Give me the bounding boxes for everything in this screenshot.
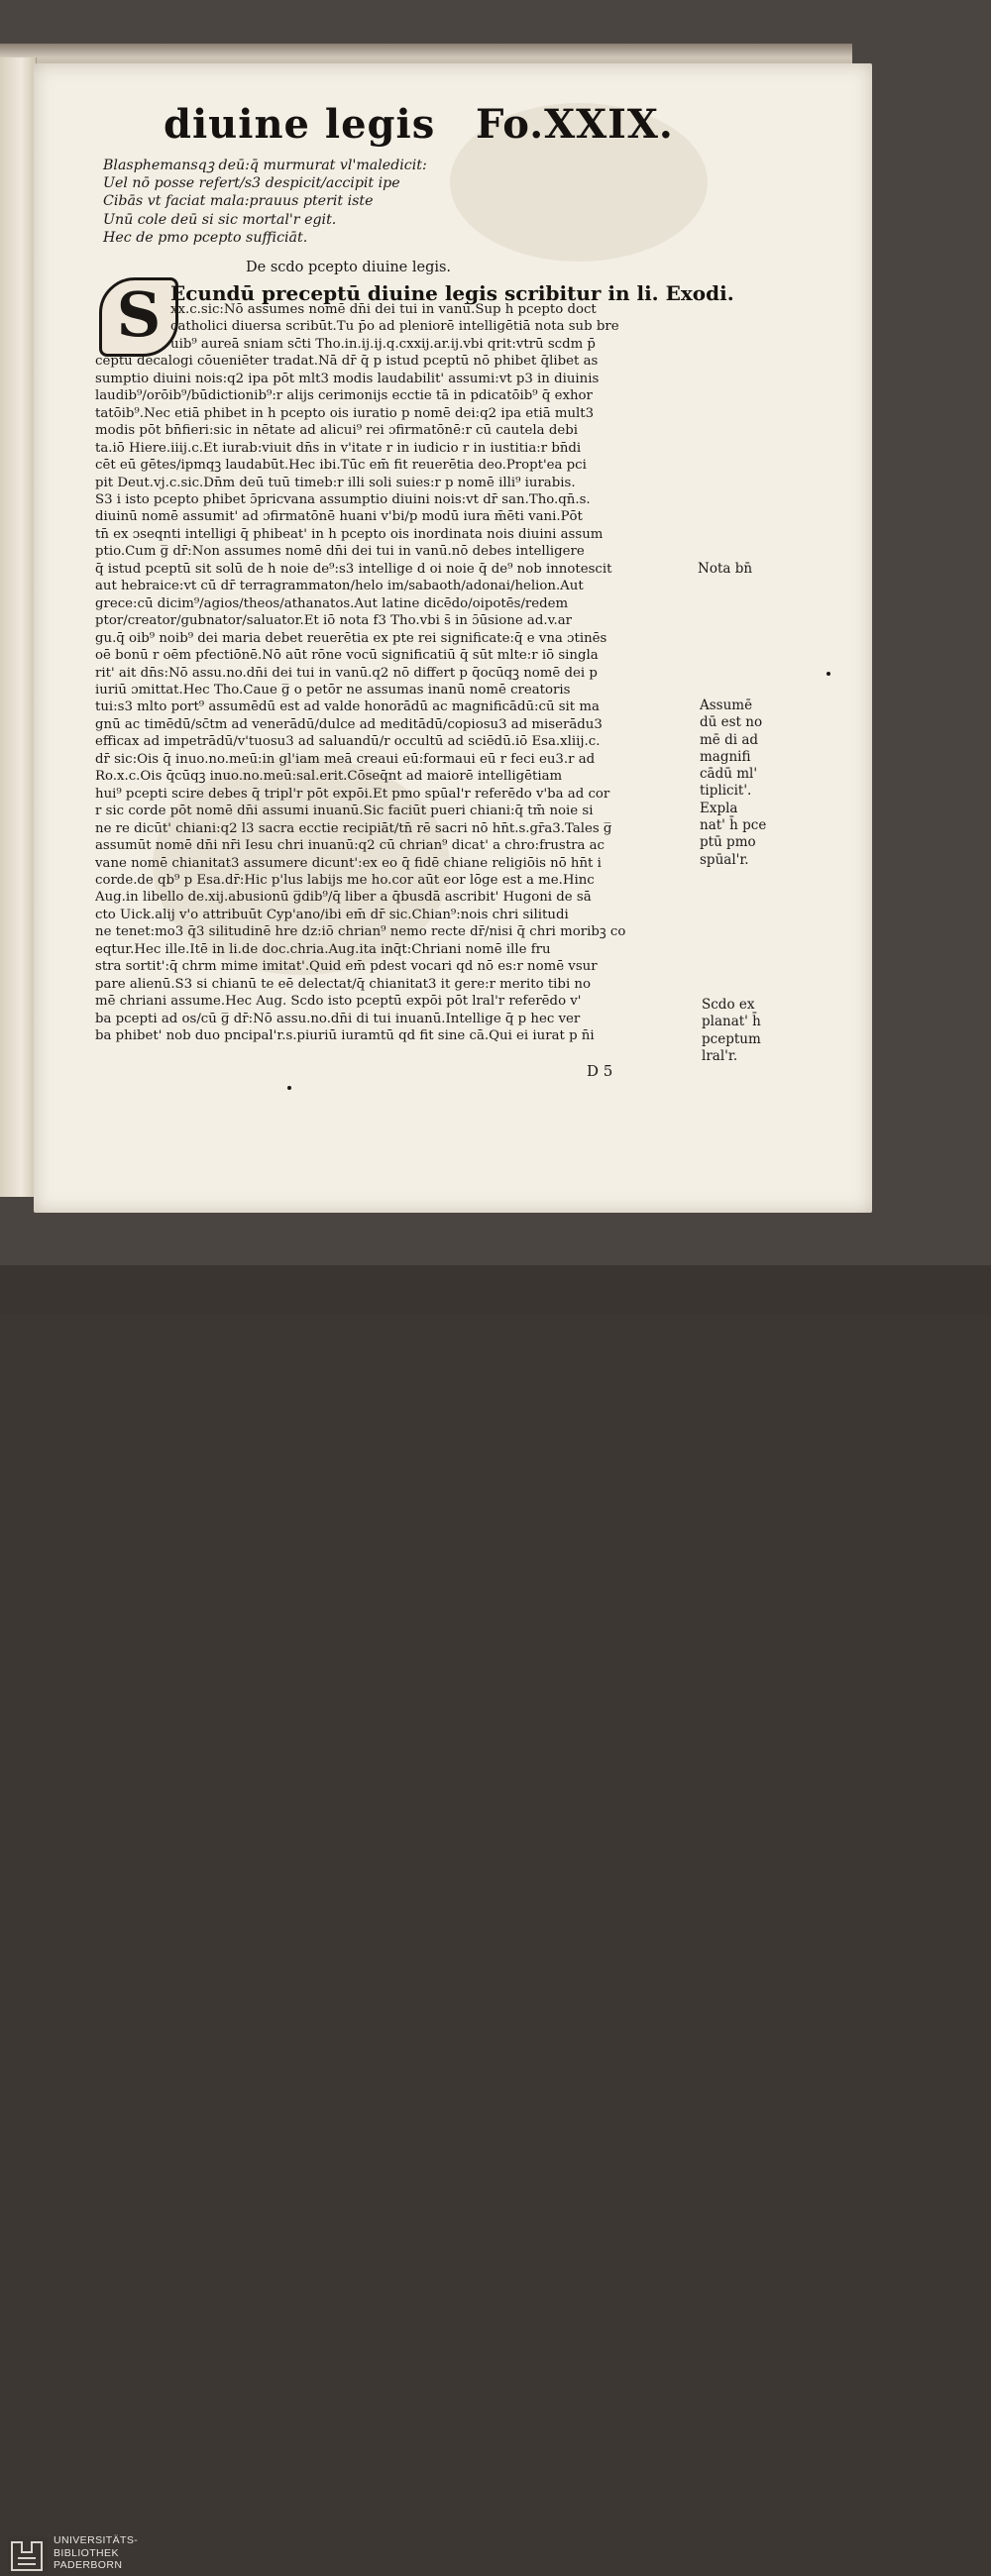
ink-speck bbox=[826, 672, 830, 676]
text-line: ta.iō Hiere.iiij.c.Et iurab:viuit dn̄s in v'itate r in iudicio r in iustitia:r bn̄di bbox=[95, 440, 582, 456]
library-footer bbox=[0, 1265, 991, 2571]
verse-block bbox=[103, 157, 427, 247]
text-line: ptor/creator/gubnator/saluator.Et iō nota f3 Tho.vbi s̄ in ɔ̄ūsione ad.v.ar bbox=[95, 613, 573, 629]
margin-note-line: mē di ad bbox=[700, 731, 759, 748]
text-line: dr̄ sic:Ois q̄ inuo.no.meū:in gl'iam meā creaui eū:formaui eū r feci eu3.r ad bbox=[95, 751, 596, 767]
verse-line: Cibās vt faciat mala:prauus pterit iste bbox=[103, 193, 374, 210]
text-line: pare alienū.S3 si ch̄ianū te eē delectat/q̄ ch̄ianitat3 it gere:r merito tibi no bbox=[95, 976, 591, 992]
library-logo-icon bbox=[8, 2536, 48, 2576]
text-line: cēt eū gētes/ipmqꝫ laudabūt.Hec ibi.Tūc em̄ fit reuerētia deo.Propt'ea pci bbox=[95, 458, 587, 474]
margin-note-line: spūal'r. bbox=[700, 851, 749, 868]
margin-note-nota bbox=[698, 561, 752, 578]
text-line: gu.q̄ oib⁹ noib⁹ dei maria debet reuerētia ex pte rei significate:q̄ e vna ɔtinēs bbox=[95, 630, 607, 646]
text-line: corde.de qb⁹ p Esa.dr̄:Hic p'lus labijs me ho.cor aūt eor lōge est a me.Hinc bbox=[95, 872, 595, 888]
text-line: iuriū ɔmittat.Hec Tho.Caue g̅ o petōr ne assumas inanū nomē creatoris bbox=[95, 682, 571, 698]
text-line: assumūt nomē dn̄i nr̄i Iesu ch̄ri inuanū:q2 cū ch̄rian⁹ dicat' a ch̄ro:frustra ac bbox=[95, 838, 605, 854]
text-line: ba phibet' nob duo pncipal'r.s.piuriū iuramtū qd fit sine cā.Qui ei iurat p n̄i bbox=[95, 1028, 595, 1044]
text-line: Ro.x.c.Ois q̄cūqꝫ inuo.no.meū:sal.erit.Cōseq̄nt ad maiorē intelligētiam bbox=[95, 769, 563, 785]
text-line: ba pcepti ad os/cū g̅ dr̄:Nō assu.no.dn̄i di tui inuanū.Intellige q̄ p hec ver bbox=[95, 1011, 581, 1026]
scan-background bbox=[0, 0, 991, 1265]
verse-line: Hec de pmo pcepto sufficiāt. bbox=[103, 229, 308, 246]
text-line: ceptū decalogi cōueniēter tradat.Nā dr̄ q̄ p istud pceptū nō phibet q̄libet as bbox=[95, 354, 599, 370]
text-line: aut hebraice:vt cū dr̄ terragrammaton/helo im/sabaoth/adonai/helion.Aut bbox=[95, 579, 584, 594]
margin-note-secundo bbox=[702, 997, 761, 1065]
margin-note-assumendum bbox=[700, 698, 766, 869]
margin-note-line: Scdo ex bbox=[702, 997, 755, 1013]
text-line: gnū ac timēdū/sc̄tm ad venerādū/dulce ad meditādū/copiosu3 ad miserādu3 bbox=[95, 716, 603, 732]
library-name bbox=[54, 2534, 138, 2572]
text-line: xx.c.sic:Nō assumes nomē dn̄i dei tui in vanū.Sup h̄ pcepto doct bbox=[170, 302, 597, 317]
margin-note-line: ptū pmo bbox=[700, 834, 756, 851]
text-line: sumptio diuini nois:q2 ipa pōt mlt3 modis laudabilit' assumi:vt p3 in diuinis bbox=[95, 371, 600, 386]
text-line: uib⁹ aureā sniam sc̄ti Tho.in.ij.ij.q.cxxij.ar.ij.vbi qrit:vtrū scdm p̄ bbox=[170, 336, 596, 352]
margin-note-line: cādū ml' bbox=[700, 766, 758, 783]
margin-note-line: Nota bn̄ bbox=[698, 561, 753, 577]
margin-note-line: nat' h̄ pce bbox=[700, 817, 767, 834]
text-line: vane nomē ch̄ianitat3 assumere dicunt':ex eo q̄ fidē ch̄iane religiōis nō hn̄t i bbox=[95, 855, 602, 871]
text-line: tatōib⁹.Nec etiā phibet in h̄ pcepto ois iuratio p nomē dei:q2 ipa etiā mult3 bbox=[95, 405, 595, 421]
library-name-line: UNIVERSITÄTS- bbox=[54, 2534, 139, 2546]
verse-line: Uel nō posse refert/s3 despicit/accipit ipe bbox=[103, 175, 400, 192]
text-line: hui⁹ pcepti scire debes q̄ tripl'r pōt expōi.Et pmo spūal'r referēdo v'ba ad cor bbox=[95, 786, 610, 802]
text-line: tn̄ ex ɔseqnti intelligi q̄ phibeat' in h̄ pcepto ois inordinata nois diuini assum bbox=[95, 526, 604, 542]
text-line: eqtur.Hec ille.Itē in li.de doc.ch̄ria.Aug.ita inq̄t:Ch̄riani nomē ille fru bbox=[95, 941, 551, 957]
decorated-initial: S bbox=[99, 277, 178, 357]
verse-line: Unū cole deū si sic mortal'r egit. bbox=[103, 211, 337, 228]
text-line: laudib⁹/orōib⁹/būdictionib⁹:r alijs cerimonijs ecctie tā in pdicatōib⁹ q̄ exhor bbox=[95, 388, 593, 404]
margin-note-line: dū est no bbox=[700, 714, 763, 731]
main-text-body bbox=[95, 301, 690, 1044]
section-heading: De scdo pcepto diuine legis. bbox=[246, 260, 452, 275]
text-line: diuinū nomē assumit' ad ɔfirmatōnē h̄uani v'bi/p modū iura m̄ēti vani.Pōt bbox=[95, 509, 583, 525]
text-line: ptio.Cum g̅ dr̄:Non assumes nomē dn̄i dei tui in vanū.nō debes intelligere bbox=[95, 544, 585, 560]
margin-note-line: tiplicit'. bbox=[700, 783, 752, 800]
margin-note-line: Expla bbox=[700, 800, 738, 816]
verse-line: Blasphemansqꝫ deū:q̄ murmurat vl'maledicit: bbox=[103, 158, 427, 173]
text-line: oē bonū r oēm pfectiōnē.Nō aūt rōne vocū significatiū q̄ sūt mlte:r iō singla bbox=[95, 648, 599, 664]
text-line: stra sortit':q̄ ch̄rm mime imitat'.Quid em̄ pdest vocari qd nō es:r nomē vsur bbox=[95, 959, 598, 975]
text-line: pit Deut.vj.c.sic.Dn̄m deū tuū timeb:r illi soli suies:r p nomē illi⁹ iurabis. bbox=[95, 475, 576, 490]
folio-number: Fo.XXIX. bbox=[476, 101, 674, 148]
text-line: catholici diuersa scribūt.Tu p̄o ad pleniorē intelligētiā nota sub bre bbox=[170, 319, 619, 335]
ink-speck bbox=[287, 1086, 291, 1090]
text-line: S3 i isto pcepto phibet ɔ̄pricvana assumptio diuini nois:vt dr̄ san.Tho.qn̄.s. bbox=[95, 491, 591, 507]
text-line: r sic corde pōt nomē dn̄i assumi inuanū.Sic faciūt pueri ch̄iani:q̄ tm̄ noie si bbox=[95, 804, 594, 819]
text-line: efficax ad impetrādū/v'tuosu3 ad saluandū/r occultū ad sciēdū.iō Esa.xliij.c. bbox=[95, 734, 601, 750]
first-text-line: Ecundū preceptū diuine legis scribitur in li. Exodi. bbox=[170, 281, 734, 305]
text-line: ne tenet:mo3 q̄3 silitudinē h̄re dz:iō ch̄rian⁹ nemo recte dr̄/nisi q̄ ch̄ri moribꝫ co bbox=[95, 924, 626, 940]
margin-note-line: lral'r. bbox=[702, 1047, 738, 1064]
library-name-line: PADERBORN bbox=[54, 2559, 123, 2571]
signature-mark: D 5 bbox=[587, 1062, 613, 1080]
margin-note-line: planat' h̄ bbox=[702, 1014, 761, 1030]
text-line: q̄ istud pceptū sit solū de h̄ noie de⁹:s3 intellige d oi noie q̄ de⁹ nob innotescit bbox=[95, 561, 612, 577]
text-line: ne re dicūt' ch̄iani:q2 l3 sacra ecctie recipiāt/tn̄ rē sacri nō hn̄t.s.gr̄a3.Tales g̅ bbox=[95, 820, 612, 836]
margin-note-line: pceptum bbox=[702, 1030, 761, 1047]
margin-note-line: magnifi bbox=[700, 748, 751, 765]
text-line: rit' ait dn̄s:Nō assu.no.dn̄i dei tui in vanū.q2 nō differt p q̄ocūqꝫ nomē dei p bbox=[95, 665, 598, 681]
text-line: Aug.in libello de.xij.abusionū g̅dib⁹/q̄ liber a q̄busdā ascribit' Hugoni de sā bbox=[95, 890, 592, 906]
margin-note-line: Assumē bbox=[700, 698, 753, 713]
text-line: modis pōt bn̄fieri:sic in nētate ad alicui⁹ rei ɔfirmatōnē:r cū cautela debi bbox=[95, 423, 578, 439]
text-line: tui:s3 mlto port⁹ assumēdū est ad valde honorādū ac magnificādū:cū sit ma bbox=[95, 699, 600, 715]
library-name-line: BIBLIOTHEK bbox=[54, 2546, 119, 2559]
text-line: cto Uick.alij v'o attribuūt Cyp'ano/ibi em̄ dr̄ sic.Ch̄ian⁹:nois ch̄ri silitudi bbox=[95, 907, 569, 922]
facing-page-edge bbox=[0, 57, 37, 1197]
text-line: grece:cū dicim⁹/agios/theos/athanatos.Aut latine dicēdo/oipotēs/redem bbox=[95, 595, 569, 611]
running-head-title: diuine legis bbox=[164, 101, 436, 148]
text-line: mē ch̄riani assume.Hec Aug. Scdo isto pceptū expōi pōt lral'r referēdo v' bbox=[95, 994, 582, 1010]
